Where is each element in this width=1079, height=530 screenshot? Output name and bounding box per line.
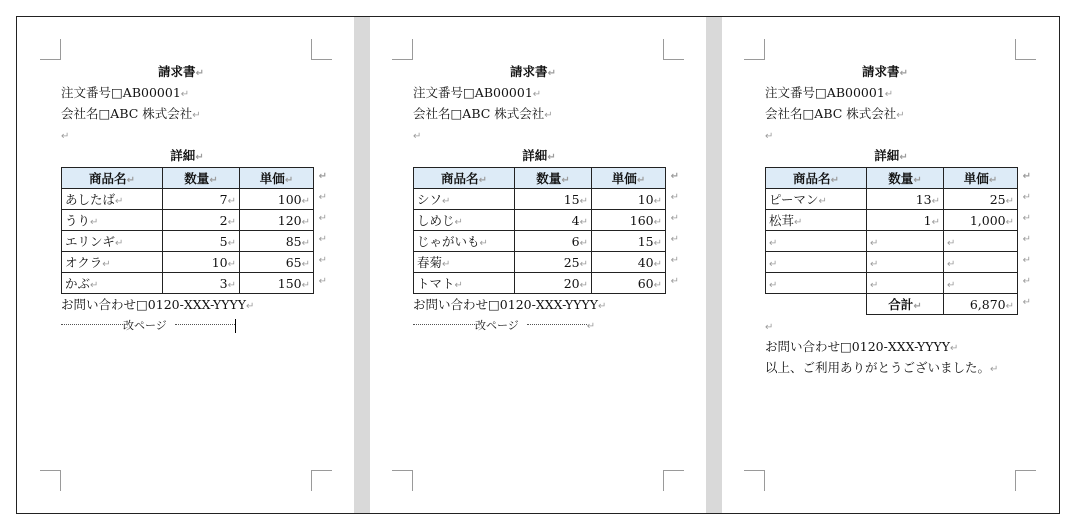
table-cell[interactable]: 10↵ [163, 252, 240, 273]
invoice-title: 請求書↵ [510, 64, 556, 79]
crop-mark [1015, 470, 1036, 491]
detail-table[interactable] [61, 167, 327, 294]
header-cell[interactable]: 数量↵ [163, 168, 240, 189]
table-row [414, 210, 666, 231]
contact-line: お問い合わせ□0120-XXX-YYYY↵ [413, 297, 607, 312]
table-row [414, 252, 666, 273]
paragraph-mark: ↵ [899, 152, 908, 163]
company-name-line: 会社名□ABC 株式会社↵ [61, 106, 201, 121]
table-header-row [414, 168, 666, 189]
table-cell[interactable]: ↵ [766, 231, 867, 252]
paragraph-mark: ↵ [195, 152, 204, 163]
paragraph-mark: ↵ [597, 301, 607, 312]
table-cell[interactable]: 5↵ [163, 231, 240, 252]
paragraph-mark: ↵ [547, 68, 556, 79]
table-cell[interactable]: じゃがいも↵ [414, 231, 515, 252]
table-cell[interactable]: 7↵ [163, 189, 240, 210]
table-row [62, 210, 314, 231]
paragraph-mark: ↵ [884, 89, 894, 100]
total-label-cell[interactable]: 合計↵ [867, 294, 944, 315]
table-row [766, 273, 1018, 294]
table-cell[interactable]: 4↵ [515, 210, 592, 231]
table-row [62, 273, 314, 294]
empty-paragraph [61, 124, 331, 145]
header-cell[interactable]: 商品名↵ [62, 168, 163, 189]
paragraph-mark: ↵ [896, 110, 905, 121]
table-cell[interactable]: ↵ [766, 273, 867, 294]
empty-paragraph [765, 124, 1035, 145]
table-cell[interactable]: 160↵ ↵ [592, 210, 666, 231]
empty-paragraph [413, 124, 683, 145]
table-cell[interactable]: 25↵ ↵ [944, 189, 1018, 210]
table-row [414, 189, 666, 210]
table-cell[interactable]: トマト↵ [414, 273, 515, 294]
table-cell[interactable]: 20↵ [515, 273, 592, 294]
table-cell[interactable]: 60↵ ↵ [592, 273, 666, 294]
table-row [62, 189, 314, 210]
paragraph-mark: ↵ [765, 322, 774, 333]
table-row [766, 231, 1018, 252]
page-gap [706, 17, 722, 513]
total-value-cell[interactable]: 6,870↵ ↵ [944, 294, 1018, 315]
table-cell[interactable]: 1↵ [867, 210, 944, 231]
table-row [414, 273, 666, 294]
paragraph-mark: ↵ [547, 152, 556, 163]
table-cell[interactable]: 65↵ ↵ [240, 252, 314, 273]
order-number-line: 注文番号□AB00001↵ [413, 85, 542, 100]
paragraph-mark: ↵ [192, 110, 201, 121]
crop-mark [311, 470, 332, 491]
crop-mark [1015, 39, 1036, 60]
header-cell[interactable]: 商品名↵ [766, 168, 867, 189]
paragraph-mark: ↵ [413, 131, 422, 142]
table-cell[interactable]: しめじ↵ [414, 210, 515, 231]
page-content[interactable] [765, 61, 1035, 378]
table-cell[interactable]: 15↵ ↵ [592, 231, 666, 252]
table-cell[interactable]: かぶ↵ [62, 273, 163, 294]
contact-line: お問い合わせ□0120-XXX-YYYY↵ [61, 297, 255, 312]
row-end-mark: ↵ [1022, 171, 1031, 182]
order-number-line: 注文番号□AB00001↵ [61, 85, 190, 100]
empty-cell [766, 294, 867, 315]
table-cell[interactable]: うり↵ [62, 210, 163, 231]
paragraph-mark: ↵ [245, 301, 255, 312]
page-break-marker[interactable]: 改ページ ↵ [413, 315, 683, 336]
paragraph-mark: ↵ [544, 110, 553, 121]
closing-line: 以上、ご利用ありがとうございました。↵ [765, 360, 999, 375]
table-cell[interactable]: 150↵ ↵ [240, 273, 314, 294]
document-view [16, 16, 1060, 514]
crop-mark [40, 39, 61, 60]
table-cell[interactable]: オクラ↵ [62, 252, 163, 273]
empty-paragraph [765, 315, 1035, 336]
paragraph-mark: ↵ [990, 364, 999, 375]
table-cell[interactable]: シソ↵ [414, 189, 515, 210]
table-cell[interactable]: 春菊↵ [414, 252, 515, 273]
table-cell[interactable]: 100↵ ↵ [240, 189, 314, 210]
table-cell[interactable]: 10↵ ↵ [592, 189, 666, 210]
paragraph-mark: ↵ [765, 131, 774, 142]
paragraph-mark: ↵ [949, 343, 959, 354]
table-cell[interactable]: 120↵ ↵ [240, 210, 314, 231]
paragraph-mark: ↵ [532, 89, 542, 100]
table-cell[interactable]: ↵ [867, 231, 944, 252]
text-cursor [235, 319, 236, 333]
table-cell[interactable]: 40↵ ↵ [592, 252, 666, 273]
table-cell[interactable]: ↵ ↵ [944, 231, 1018, 252]
page-2[interactable] [370, 17, 706, 513]
crop-mark [311, 39, 332, 60]
crop-mark [392, 470, 413, 491]
paragraph-mark: ↵ [899, 68, 908, 79]
table-cell[interactable]: 85↵ ↵ [240, 231, 314, 252]
paragraph-mark: ↵ [180, 89, 190, 100]
paragraph-mark: ↵ [61, 131, 70, 142]
detail-title: 詳細↵ [874, 148, 908, 163]
table-cell[interactable]: ↵ [766, 252, 867, 273]
table-row [62, 252, 314, 273]
table-header-row [766, 168, 1018, 189]
table-cell[interactable]: ↵ [867, 252, 944, 273]
header-cell[interactable]: 商品名↵ [414, 168, 515, 189]
header-cell[interactable]: 単価↵ ↵ [592, 168, 666, 189]
row-end-mark: ↵ [670, 171, 679, 182]
crop-mark [744, 39, 765, 60]
table-row [766, 210, 1018, 231]
table-header-row [62, 168, 314, 189]
row-end-mark: ↵ [318, 171, 327, 182]
page-3[interactable] [722, 17, 1058, 513]
table-total-row [766, 294, 1018, 315]
table-cell[interactable]: ↵ ↵ [944, 252, 1018, 273]
table-cell[interactable]: ピーマン↵ [766, 189, 867, 210]
table-cell[interactable]: ↵ ↵ [944, 273, 1018, 294]
contact-line: お問い合わせ□0120-XXX-YYYY↵ [765, 339, 959, 354]
table-cell[interactable]: 2↵ [163, 210, 240, 231]
detail-title: 詳細↵ [170, 148, 204, 163]
table-cell[interactable]: 1,000↵ ↵ [944, 210, 1018, 231]
table-row [766, 189, 1018, 210]
header-cell[interactable]: 単価↵ ↵ [944, 168, 1018, 189]
company-name-line: 会社名□ABC 株式会社↵ [765, 106, 905, 121]
table-cell[interactable]: 6↵ [515, 231, 592, 252]
crop-mark [744, 470, 765, 491]
header-cell[interactable]: 数量↵ [515, 168, 592, 189]
company-name-line: 会社名□ABC 株式会社↵ [413, 106, 553, 121]
table-cell[interactable]: 25↵ [515, 252, 592, 273]
table-cell[interactable]: 3↵ [163, 273, 240, 294]
table-cell[interactable]: あしたば↵ [62, 189, 163, 210]
crop-mark [663, 470, 684, 491]
page-content[interactable] [61, 61, 331, 336]
invoice-title: 請求書↵ [158, 64, 204, 79]
detail-title: 詳細↵ [522, 148, 556, 163]
detail-table[interactable] [765, 167, 1031, 315]
crop-mark [663, 39, 684, 60]
detail-table[interactable] [413, 167, 679, 294]
paragraph-mark: ↵ [586, 321, 596, 332]
crop-mark [392, 39, 413, 60]
page-break-marker[interactable]: 改ページ [61, 315, 331, 336]
order-number-line: 注文番号□AB00001↵ [765, 85, 894, 100]
crop-mark [40, 470, 61, 491]
table-cell[interactable]: 15↵ [515, 189, 592, 210]
table-cell[interactable]: ↵ [867, 273, 944, 294]
table-row [414, 231, 666, 252]
table-row [62, 231, 314, 252]
invoice-title: 請求書↵ [862, 64, 908, 79]
table-row [766, 252, 1018, 273]
paragraph-mark: ↵ [195, 68, 204, 79]
page-1[interactable] [18, 17, 354, 513]
header-cell[interactable]: 数量↵ [867, 168, 944, 189]
page-content[interactable] [413, 61, 683, 336]
table-cell[interactable]: エリンギ↵ [62, 231, 163, 252]
table-cell[interactable]: 松茸↵ [766, 210, 867, 231]
header-cell[interactable]: 単価↵ ↵ [240, 168, 314, 189]
page-gap [354, 17, 370, 513]
table-cell[interactable]: 13↵ [867, 189, 944, 210]
